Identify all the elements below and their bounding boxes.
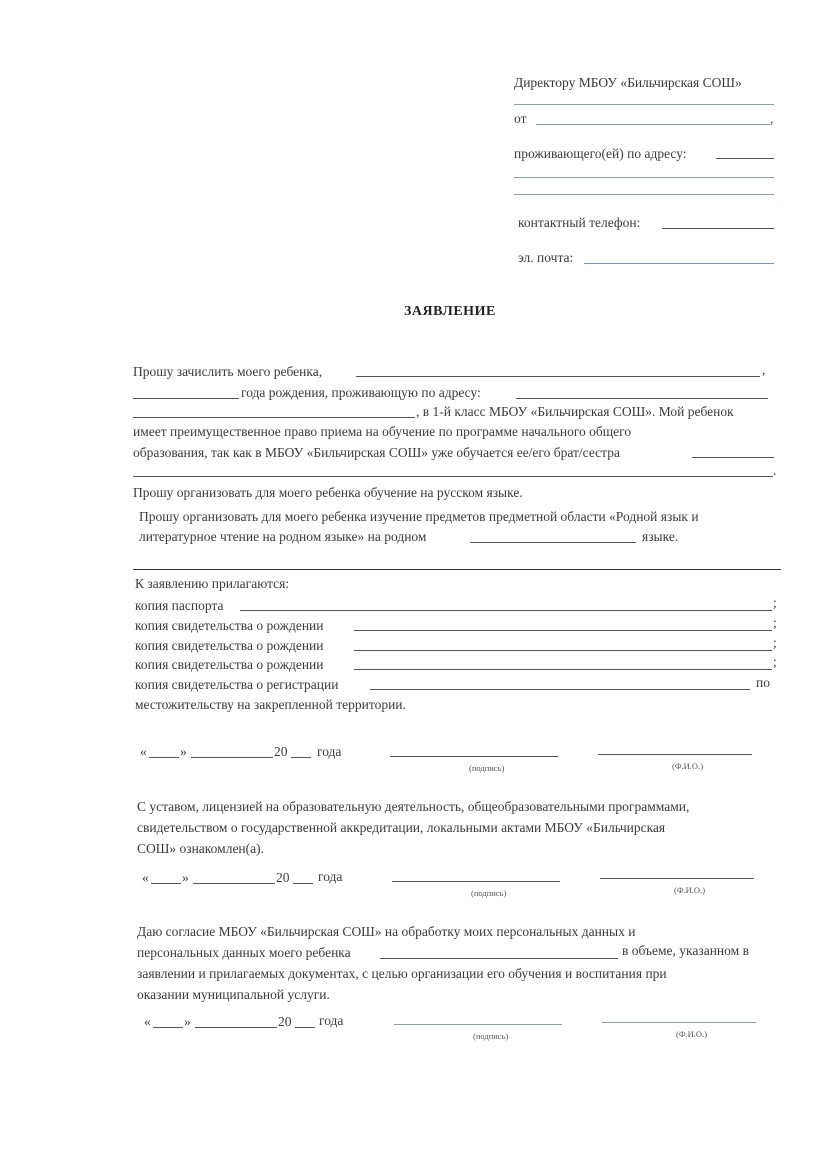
email-label: эл. почта: <box>518 250 574 265</box>
consent-line-2a: персональных данных моего ребенка <box>137 945 351 960</box>
date-month-field-2[interactable] <box>193 883 275 884</box>
child-name-field[interactable] <box>356 376 760 377</box>
date-year-suffix-2: года <box>318 869 343 884</box>
date-year-prefix-2: 20 <box>276 870 290 885</box>
consent-line-2b: в объеме, указанном в <box>622 943 749 958</box>
email-field[interactable] <box>584 263 774 264</box>
signature-field-3[interactable] <box>394 1024 562 1025</box>
attachment-birth-1-field[interactable] <box>354 630 772 631</box>
document-title: ЗАЯВЛЕНИЕ <box>404 304 496 319</box>
date-month-field-3[interactable] <box>195 1027 277 1028</box>
attachment-sep-1: ; <box>773 595 777 610</box>
phone-label: контактный телефон: <box>518 215 641 230</box>
date-close-quote-3: » <box>184 1014 191 1029</box>
date-year-suffix-3: года <box>319 1013 344 1028</box>
attachment-birth-1: копия свидетельства о рождении <box>135 618 324 633</box>
signature-hint-2: (подпись) <box>471 888 507 898</box>
attachment-passport-field[interactable] <box>240 610 772 611</box>
consent-line-1: Даю согласие МБОУ «Бильчирская СОШ» на обработку моих персональных данных и <box>137 924 636 939</box>
birth-year-field[interactable] <box>133 398 239 399</box>
request-line-5: образования, так как в МБОУ «Бильчирская СОШ» уже обучается ее/его брат/сестра <box>133 445 620 460</box>
date-year-field-3[interactable] <box>295 1027 315 1028</box>
date-day-field-3[interactable] <box>153 1027 183 1028</box>
attachment-birth-2: копия свидетельства о рождении <box>135 638 324 653</box>
phone-field[interactable] <box>662 228 774 229</box>
request-line-1-end: , <box>762 362 766 377</box>
attachment-po: по <box>756 675 770 690</box>
attachment-birth-2-field[interactable] <box>354 650 772 651</box>
date-open-quote-2: « <box>142 870 149 885</box>
charter-line-2: свидетельством о государственной аккредитации, локальными актами МБОУ «Бильчирская <box>137 820 666 835</box>
request-line-2: года рождения, проживающую по адресу: <box>241 385 481 400</box>
address-field-1[interactable] <box>716 158 774 159</box>
consent-line-4: оказании муниципальной услуги. <box>137 987 330 1002</box>
section-divider <box>133 569 781 570</box>
attachment-passport: копия паспорта <box>135 598 224 613</box>
from-field[interactable] <box>536 124 770 125</box>
consent-line-3: заявлении и прилагаемых документах, с целью организации его обучения и воспитания при <box>137 966 667 981</box>
address-field-3[interactable] <box>514 194 774 195</box>
attachment-sep-3: ; <box>773 635 777 650</box>
attachment-registration: копия свидетельства о регистрации <box>135 677 339 692</box>
signature-hint-3: (подпись) <box>473 1031 509 1041</box>
attachment-sep-4: ; <box>773 654 777 669</box>
date-open-quote-1: « <box>140 744 147 759</box>
date-year-field-2[interactable] <box>293 883 313 884</box>
address-field-2[interactable] <box>514 177 774 178</box>
russian-language-request: Прошу организовать для моего ребенка обучение на русском языке. <box>133 485 523 500</box>
attachment-birth-3-field[interactable] <box>354 669 772 670</box>
child-address-field-1[interactable] <box>516 398 768 399</box>
full-name-hint-2: (Ф.И.О.) <box>674 885 706 895</box>
attachment-birth-3: копия свидетельства о рождении <box>135 657 324 672</box>
child-address-field-2[interactable] <box>133 417 415 418</box>
date-open-quote-3: « <box>144 1014 151 1029</box>
request-line-1: Прошу зачислить моего ребенка, <box>133 364 323 379</box>
attachment-tail: местожительству на закрепленной территории. <box>135 697 406 712</box>
date-day-field-2[interactable] <box>151 883 181 884</box>
date-day-field-1[interactable] <box>149 757 179 758</box>
date-year-prefix-1: 20 <box>274 744 288 759</box>
date-month-field-1[interactable] <box>191 757 273 758</box>
signature-hint-1: (подпись) <box>469 763 505 773</box>
attachment-registration-field[interactable] <box>370 689 750 690</box>
date-close-quote-1: » <box>180 744 187 759</box>
full-name-hint-1: (Ф.И.О.) <box>672 761 704 771</box>
sibling-field-2[interactable] <box>133 476 773 477</box>
from-comma: , <box>770 111 774 126</box>
full-name-field-2[interactable] <box>600 878 754 879</box>
signature-field-2[interactable] <box>392 881 560 882</box>
charter-line-3: СОШ» ознакомлен(а). <box>137 841 265 856</box>
from-label: от <box>514 111 527 126</box>
full-name-field-3[interactable] <box>602 1022 756 1023</box>
charter-line-1: С уставом, лицензией на образовательную деятельность, общеобразовательными программами, <box>137 799 690 814</box>
consent-child-name-field[interactable] <box>380 958 618 959</box>
attachment-sep-2: ; <box>773 615 777 630</box>
sibling-field-1[interactable] <box>692 457 774 458</box>
native-language-line-1: Прошу организовать для моего ребенка изучение предметов предметной области «Родной язык и <box>139 509 699 524</box>
date-year-prefix-3: 20 <box>278 1014 292 1029</box>
date-close-quote-2: » <box>182 870 189 885</box>
full-name-hint-3: (Ф.И.О.) <box>676 1029 708 1039</box>
native-language-line-2: литературное чтение на родном языке» на родном <box>139 529 427 544</box>
signature-field-1[interactable] <box>390 756 558 757</box>
native-language-field[interactable] <box>470 542 636 543</box>
full-name-field-1[interactable] <box>598 754 752 755</box>
request-line-6-end: . <box>773 463 777 478</box>
addressee-line[interactable] <box>514 104 774 105</box>
address-label: проживающего(ей) по адресу: <box>514 146 687 161</box>
date-year-suffix-1: года <box>317 744 342 759</box>
date-year-field-1[interactable] <box>291 757 311 758</box>
addressee-director: Директору МБОУ «Бильчирская СОШ» <box>514 75 742 90</box>
request-line-4: имеет преимущественное право приема на обучение по программе начального общего <box>133 424 632 439</box>
native-language-end: языке. <box>642 529 679 544</box>
request-line-3: , в 1-й класс МБОУ «Бильчирская СОШ». Мой ребенок <box>416 404 734 419</box>
attachments-heading: К заявлению прилагаются: <box>135 576 290 591</box>
